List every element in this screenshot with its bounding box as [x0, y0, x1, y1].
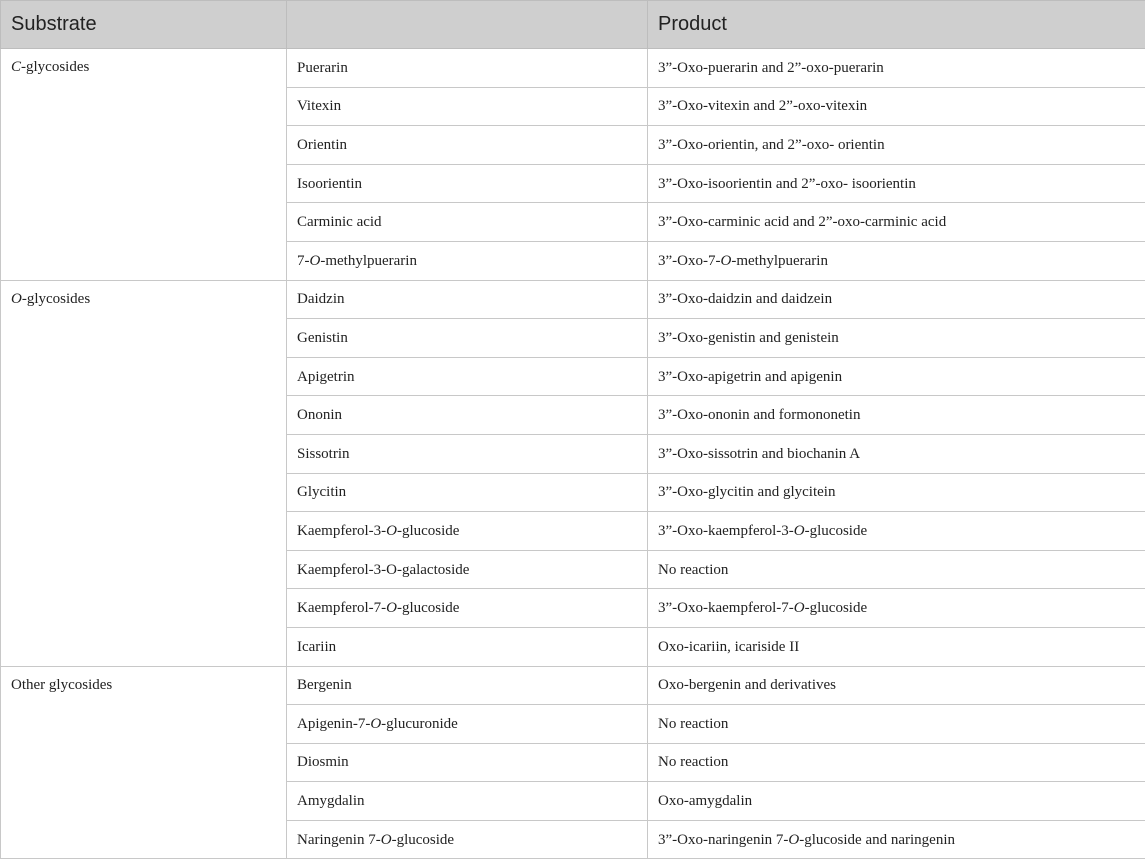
substrate-cell: 7-O-methylpuerarin	[287, 241, 648, 280]
header-substrate: Substrate	[1, 1, 287, 49]
substrate-cell: Orientin	[287, 126, 648, 165]
header-row	[1, 1, 1145, 49]
product-cell: 3”-Oxo-daidzin and daidzein	[648, 280, 1145, 319]
product-cell: 3”-Oxo-puerarin and 2”-oxo-puerarin	[648, 49, 1145, 88]
substrate-cell: Kaempferol-3-O-galactoside	[287, 550, 648, 589]
product-cell: 3”-Oxo-kaempferol-3-O-glucoside	[648, 512, 1145, 551]
substrate-cell: Kaempferol-3-O-glucoside	[287, 512, 648, 551]
substrate-cell: Icariin	[287, 627, 648, 666]
product-cell: 3”-Oxo-vitexin and 2”-oxo-vitexin	[648, 87, 1145, 126]
header-product: Product	[648, 1, 1145, 49]
product-cell: 3”-Oxo-apigetrin and apigenin	[648, 357, 1145, 396]
substrate-cell: Amygdalin	[287, 782, 648, 821]
product-cell: Oxo-icariin, icariside II	[648, 627, 1145, 666]
substrate-cell: Ononin	[287, 396, 648, 435]
product-cell: No reaction	[648, 550, 1145, 589]
product-cell: No reaction	[648, 743, 1145, 782]
substrate-cell: Vitexin	[287, 87, 648, 126]
substrate-cell: Apigetrin	[287, 357, 648, 396]
table-row	[1, 49, 1145, 88]
product-cell: 3”-Oxo-7-O-methylpuerarin	[648, 241, 1145, 280]
substrate-cell: Apigenin-7-O-glucuronide	[287, 705, 648, 744]
product-cell: No reaction	[648, 705, 1145, 744]
table-row	[1, 280, 1145, 319]
table-header	[1, 1, 1145, 49]
product-cell: 3”-Oxo-carminic acid and 2”-oxo-carminic acid	[648, 203, 1145, 242]
header-blank	[287, 1, 648, 49]
substrate-cell: Bergenin	[287, 666, 648, 705]
substrate-cell: Isoorientin	[287, 164, 648, 203]
substrate-cell: Glycitin	[287, 473, 648, 512]
product-cell: 3”-Oxo-ononin and formononetin	[648, 396, 1145, 435]
product-cell: 3”-Oxo-orientin, and 2”-oxo- orientin	[648, 126, 1145, 165]
substrate-cell: Puerarin	[287, 49, 648, 88]
substrate-group-cell: C-glycosides	[1, 49, 287, 281]
substrate-cell: Genistin	[287, 319, 648, 358]
substrate-group-cell: Other glycosides	[1, 666, 287, 859]
substrate-group-cell: O-glycosides	[1, 280, 287, 666]
substrate-cell: Naringenin 7-O-glucoside	[287, 820, 648, 859]
product-cell: 3”-Oxo-genistin and genistein	[648, 319, 1145, 358]
product-cell: 3”-Oxo-naringenin 7-O-glucoside and naringenin	[648, 820, 1145, 859]
product-cell: 3”-Oxo-kaempferol-7-O-glucoside	[648, 589, 1145, 628]
substrate-cell: Diosmin	[287, 743, 648, 782]
product-cell: 3”-Oxo-isoorientin and 2”-oxo- isoorientin	[648, 164, 1145, 203]
product-cell: 3”-Oxo-glycitin and glycitein	[648, 473, 1145, 512]
product-cell: Oxo-amygdalin	[648, 782, 1145, 821]
substrate-cell: Carminic acid	[287, 203, 648, 242]
substrate-cell: Daidzin	[287, 280, 648, 319]
product-cell: 3”-Oxo-sissotrin and biochanin A	[648, 434, 1145, 473]
product-cell: Oxo-bergenin and derivatives	[648, 666, 1145, 705]
table-body	[1, 49, 1145, 859]
substrate-cell: Sissotrin	[287, 434, 648, 473]
substrate-cell: Kaempferol-7-O-glucoside	[287, 589, 648, 628]
table-row	[1, 666, 1145, 705]
